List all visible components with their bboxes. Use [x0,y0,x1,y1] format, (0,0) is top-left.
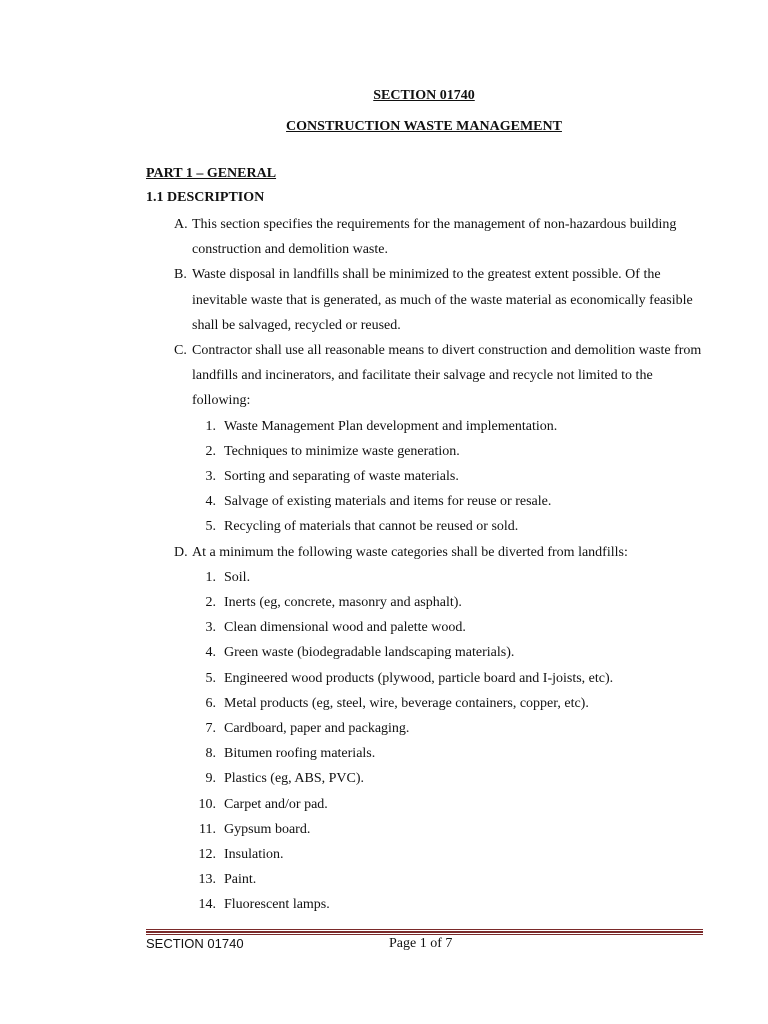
sub-item [146,817,706,842]
sub-item-number: 7. [205,721,216,737]
sub-item-text: Recycling of materials that cannot be reused or sold. [224,519,519,535]
sub-item [146,766,706,791]
item-label: D. [174,544,188,560]
sub-item-number: 1. [205,418,216,434]
sub-item-text: Paint. [224,872,257,888]
sub-item-number: 1. [205,569,216,585]
sub-item [146,691,706,716]
sub-item [146,590,706,615]
subsection-heading: 1.1 DESCRIPTION [146,190,265,205]
item-text: This section specifies the requirements for the management of non-hazardous building construction and demolition waste. [192,217,677,258]
sub-item [146,792,706,817]
description-body [146,212,706,918]
sub-item [146,640,706,665]
sub-item-number: 10. [198,796,216,812]
sub-item-number: 14. [198,897,216,913]
sub-item-text: Sorting and separating of waste materials. [224,469,459,485]
sub-item-text: Engineered wood products (plywood, particle board and I-joists, etc). [224,670,614,686]
sub-item-text: Gypsum board. [224,821,311,837]
part-heading: PART 1 – GENERAL [146,166,277,181]
sub-item [146,842,706,867]
sub-item [146,489,706,514]
sub-item-number: 2. [205,443,216,459]
list-item-c [146,338,706,414]
sub-item-text: Soil. [224,569,251,585]
sub-item-text: Salvage of existing materials and items for reuse or resale. [224,494,552,510]
sub-item [146,615,706,640]
sub-item [146,514,706,539]
sub-item [146,439,706,464]
sub-item [146,741,706,766]
sub-item-text: Waste Management Plan development and implementation. [224,418,558,434]
sub-item-number: 5. [205,519,216,535]
sub-item [146,464,706,489]
sub-item-text: Insulation. [224,847,284,863]
sub-item-number: 5. [205,670,216,686]
sub-item-number: 3. [205,469,216,485]
sub-item [146,716,706,741]
section-number-heading: SECTION 01740 [373,88,475,103]
sub-item-number: 4. [205,645,216,661]
sub-item-text: Fluorescent lamps. [224,897,330,913]
sub-item-number: 9. [205,771,216,787]
sub-item [146,565,706,590]
list-item-d [146,540,706,565]
footer-divider [146,929,703,935]
sub-item-number: 8. [205,746,216,762]
section-title-heading: CONSTRUCTION WASTE MANAGEMENT [286,119,562,134]
sub-item-text: Cardboard, paper and packaging. [224,721,410,737]
sub-item [146,892,706,917]
list-item-a [146,212,706,262]
sub-item-text: Bitumen roofing materials. [224,746,376,762]
sub-item-text: Green waste (biodegradable landscaping materials). [224,645,515,661]
sub-item-number: 12. [198,847,216,863]
item-text: Contractor shall use all reasonable means to divert construction and demolition waste from landfills and incinerators, and facilitate their salvage and recycle not limited to the following: [192,343,702,409]
sub-item-text: Plastics (eg, ABS, PVC). [224,771,365,787]
sub-item-number: 6. [205,695,216,711]
item-label: A. [174,217,188,232]
item-text: Waste disposal in landfills shall be minimized to the greatest extent possible. Of the inevitable waste that is generated, as much of the waste material as economically feasible shall be salvaged, recycled or reused. [192,267,693,333]
sub-item-text: Carpet and/or pad. [224,796,328,812]
item-label: B. [174,267,187,283]
item-text: At a minimum the following waste categories shall be diverted from landfills: [192,544,628,560]
sub-item-text: Clean dimensional wood and palette wood. [224,620,466,636]
footer-section-label: SECTION 01740 [146,936,244,951]
item-label: C. [174,343,187,359]
list-item-b [146,262,706,338]
sub-item-number: 3. [205,620,216,636]
sub-item [146,867,706,892]
sub-item [146,414,706,439]
sub-item-number: 4. [205,494,216,510]
footer-page-number: Page 1 of 7 [389,936,453,951]
sub-item-text: Metal products (eg, steel, wire, beverage containers, copper, etc). [224,695,589,711]
sub-item-number: 2. [205,595,216,611]
sub-item-number: 13. [198,872,216,888]
sub-item-text: Techniques to minimize waste generation. [224,443,460,459]
sub-item [146,666,706,691]
sub-item-number: 11. [199,821,216,837]
sub-item-text: Inerts (eg, concrete, masonry and asphalt). [224,595,462,611]
